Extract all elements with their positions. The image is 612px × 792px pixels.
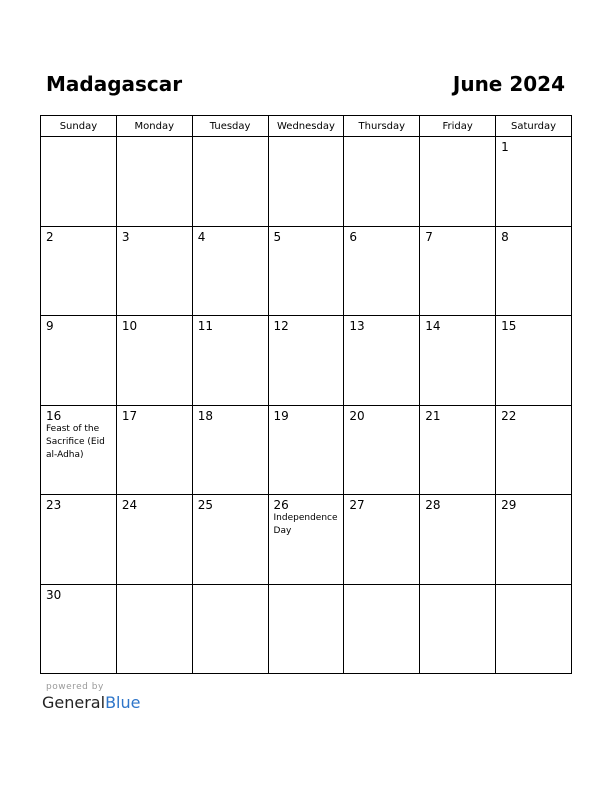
weekday-header-wednesday: Wednesday <box>268 116 344 137</box>
day-cell <box>116 495 192 585</box>
day-number: 10 <box>121 319 138 333</box>
day-number: 27 <box>349 498 365 512</box>
holiday-label: Independence Day <box>273 513 338 536</box>
country-title: Madagascar <box>46 72 183 96</box>
day-number: 5 <box>273 229 282 244</box>
day-number: 16 <box>46 408 62 423</box>
empty-day-cell <box>344 137 420 227</box>
empty-day-cell <box>192 584 268 674</box>
day-number: 11 <box>197 319 213 333</box>
day-cell <box>268 316 344 406</box>
day-cell <box>496 316 572 406</box>
holiday-label: Feast of the Sacrifice (Eid al-Adha) <box>46 423 105 460</box>
day-number: 7 <box>425 229 433 244</box>
day-number: 6 <box>349 229 358 244</box>
calendar-body <box>41 137 572 674</box>
empty-day-cell <box>268 584 344 674</box>
day-cell <box>268 495 344 585</box>
day-number: 1 <box>501 140 509 154</box>
day-number: 18 <box>197 408 213 423</box>
day-number: 3 <box>121 229 130 244</box>
day-cell <box>496 495 572 585</box>
day-number: 24 <box>121 498 138 512</box>
day-cell <box>192 316 268 406</box>
weekday-header-sunday: Sunday <box>41 116 117 137</box>
week-row <box>41 405 572 495</box>
empty-day-cell <box>41 137 117 227</box>
day-number: 26 <box>273 498 289 512</box>
brand-logo <box>42 693 140 712</box>
month-year-title: June 2024 <box>452 72 565 96</box>
brand-logo-general: General <box>42 693 106 712</box>
week-row <box>41 316 572 406</box>
day-number: 30 <box>46 587 62 602</box>
day-cell <box>192 495 268 585</box>
day-cell <box>420 316 496 406</box>
day-number: 23 <box>46 498 62 512</box>
day-number: 9 <box>46 319 54 333</box>
day-cell <box>41 316 117 406</box>
empty-day-cell <box>116 584 192 674</box>
day-cell <box>268 405 344 495</box>
empty-day-cell <box>268 137 344 227</box>
weekday-header-saturday: Saturday <box>496 116 572 137</box>
empty-day-cell <box>420 137 496 227</box>
empty-day-cell <box>344 584 420 674</box>
day-cell <box>116 226 192 316</box>
weekday-header-friday: Friday <box>420 116 496 137</box>
day-number: 15 <box>501 319 517 333</box>
day-number: 2 <box>46 229 54 244</box>
day-number: 4 <box>197 229 206 244</box>
day-cell <box>41 584 117 674</box>
day-cell <box>420 495 496 585</box>
day-cell <box>344 226 420 316</box>
day-number: 20 <box>349 408 365 423</box>
empty-day-cell <box>116 137 192 227</box>
day-cell <box>41 495 117 585</box>
day-number: 12 <box>273 319 289 333</box>
day-cell <box>116 405 192 495</box>
day-number: 25 <box>197 498 213 512</box>
day-cell <box>41 226 117 316</box>
empty-day-cell <box>496 584 572 674</box>
calendar-grid <box>40 115 572 674</box>
day-number: 14 <box>425 319 441 333</box>
day-cell <box>496 226 572 316</box>
weekday-header-tuesday: Tuesday <box>192 116 268 137</box>
day-cell <box>192 405 268 495</box>
day-number: 21 <box>425 408 441 423</box>
week-row <box>41 495 572 585</box>
day-cell <box>420 226 496 316</box>
day-cell <box>192 226 268 316</box>
day-cell <box>344 316 420 406</box>
empty-day-cell <box>420 584 496 674</box>
day-cell <box>41 405 117 495</box>
day-cell <box>420 405 496 495</box>
weekday-header-row <box>41 116 572 137</box>
day-number: 29 <box>501 498 517 512</box>
day-cell <box>268 226 344 316</box>
week-row <box>41 584 572 674</box>
day-number: 17 <box>121 408 138 423</box>
weekday-header-monday: Monday <box>116 116 192 137</box>
day-cell <box>344 495 420 585</box>
day-cell <box>496 405 572 495</box>
brand-logo-blue: Blue <box>105 693 141 712</box>
day-number: 19 <box>273 408 289 423</box>
week-row <box>41 137 572 227</box>
day-cell <box>344 405 420 495</box>
day-number: 22 <box>501 408 517 423</box>
weekday-header-thursday: Thursday <box>344 116 420 137</box>
powered-by-label: powered by <box>46 682 104 692</box>
week-row <box>41 226 572 316</box>
day-number: 13 <box>349 319 365 333</box>
day-number: 28 <box>425 498 441 512</box>
day-cell <box>496 137 572 227</box>
empty-day-cell <box>192 137 268 227</box>
day-number: 8 <box>501 229 509 244</box>
day-cell <box>116 316 192 406</box>
